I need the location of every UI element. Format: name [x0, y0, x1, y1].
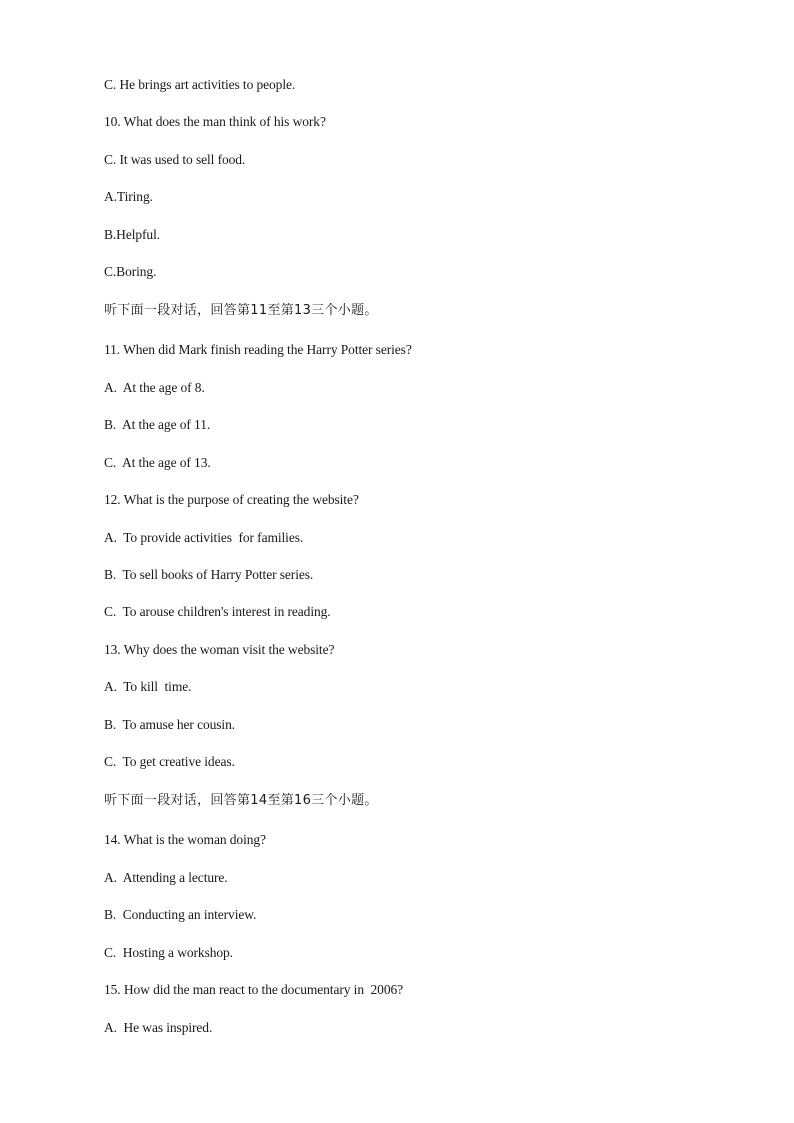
question-10-text: 10. What does the man think of his work?: [104, 114, 326, 129]
option-a-text: A. Attending a lecture.: [104, 870, 228, 885]
option-a-text: A. To kill time.: [104, 679, 192, 694]
option-c-text: C. Hosting a workshop.: [104, 945, 233, 960]
option-c-text: C. At the age of 13.: [104, 455, 211, 470]
option-text: C. It was used to sell food.: [104, 152, 246, 167]
option-c-text: C. To arouse children's interest in reading.: [104, 604, 331, 619]
option-c-text: C. To get creative ideas.: [104, 754, 235, 769]
question-11-text: 11. When did Mark finish reading the Harry Potter series?: [104, 342, 412, 357]
section-instruction: 听下面一段对话，回答第14至第16三个小题。: [104, 793, 378, 808]
option-a-text: A. To provide activities for families.: [104, 530, 304, 545]
question-12-text: 12. What is the purpose of creating the website?: [104, 492, 359, 507]
question-13-text: 13. Why does the woman visit the website?: [104, 642, 335, 657]
option-text: C. He brings art activities to people.: [104, 77, 296, 92]
option-b-text: B. At the age of 11.: [104, 417, 211, 432]
option-c-text: C.Boring.: [104, 264, 157, 279]
option-a-text: A.Tiring.: [104, 189, 153, 204]
option-a-text: A. He was inspired.: [104, 1020, 213, 1035]
question-14-text: 14. What is the woman doing?: [104, 832, 266, 847]
option-a-text: A. At the age of 8.: [104, 380, 205, 395]
question-15-text: 15. How did the man react to the documentary in 2006?: [104, 982, 404, 997]
option-b-text: B. To amuse her cousin.: [104, 717, 236, 732]
section-instruction: 听下面一段对话，回答第11至第13三个小题。: [104, 303, 378, 318]
option-b-text: B. To sell books of Harry Potter series.: [104, 567, 314, 582]
option-b-text: B. Conducting an interview.: [104, 907, 257, 922]
option-b-text: B.Helpful.: [104, 227, 160, 242]
